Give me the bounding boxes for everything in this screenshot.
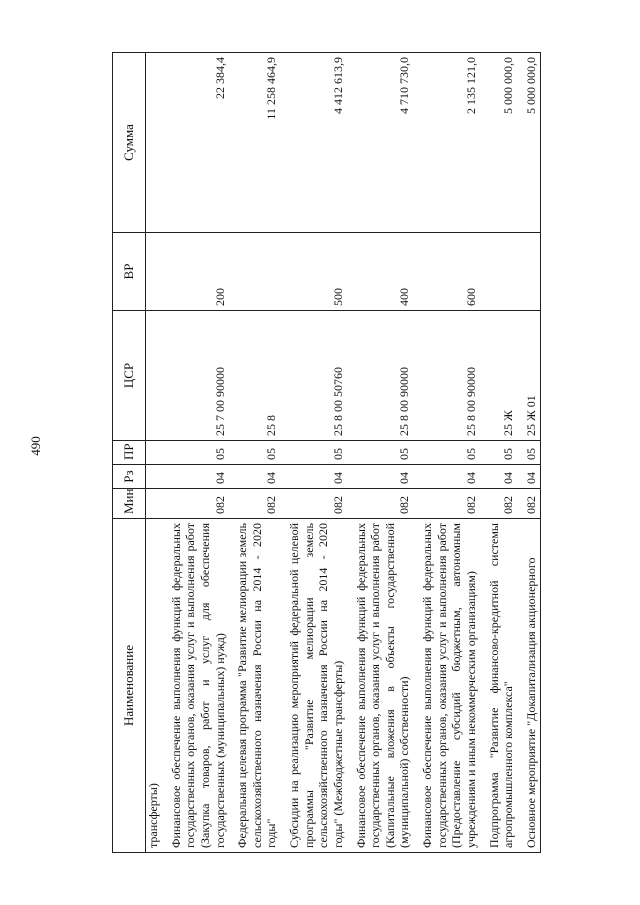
row-vr: 200 — [163, 233, 230, 311]
row-rz: 04 — [281, 465, 348, 489]
row-vr — [518, 233, 541, 311]
table-row — [281, 53, 348, 853]
row-vr: 500 — [281, 233, 348, 311]
row-rz: 04 — [163, 465, 230, 489]
row-min: 082 — [229, 489, 281, 519]
row-vr: 400 — [348, 233, 415, 311]
row-pr: 05 — [281, 441, 348, 465]
table-header — [113, 53, 146, 853]
row-vr — [481, 233, 518, 311]
row-rz — [146, 465, 163, 489]
rotated-page — [112, 53, 592, 853]
row-name: Федеральная целевая программа "Развитие мелиорации земель сельскохозяйственного назначения России на 2014 - 2020 годы" — [229, 519, 281, 853]
row-rz: 04 — [348, 465, 415, 489]
row-rz: 04 — [229, 465, 281, 489]
header-pr: ПР — [113, 441, 146, 465]
row-sum: 5 000 000,0 — [481, 53, 518, 233]
row-min: 082 — [518, 489, 541, 519]
row-rz: 04 — [414, 465, 481, 489]
table-row — [414, 53, 481, 853]
table-row — [348, 53, 415, 853]
row-vr — [146, 233, 163, 311]
row-rz: 04 — [518, 465, 541, 489]
header-name: Наименование — [113, 519, 146, 853]
row-vr: 600 — [414, 233, 481, 311]
row-name: Подпрограмма "Развитие финансово-кредитной системы агропромышленного комплекса" — [481, 519, 518, 853]
header-rz: Рз — [113, 465, 146, 489]
row-csr: 25 8 — [229, 311, 281, 441]
row-min: 082 — [281, 489, 348, 519]
row-sum: 2 135 121,0 — [414, 53, 481, 233]
row-sum — [146, 53, 163, 233]
row-csr: 25 8 00 90000 — [348, 311, 415, 441]
row-rz: 04 — [481, 465, 518, 489]
row-min: 082 — [348, 489, 415, 519]
row-name: трансферты) — [146, 519, 163, 853]
row-csr: 25 8 00 50760 — [281, 311, 348, 441]
row-min: 082 — [414, 489, 481, 519]
table-body — [146, 53, 541, 853]
row-csr: 25 8 00 90000 — [414, 311, 481, 441]
row-vr — [229, 233, 281, 311]
row-name: Финансовое обеспечение выполнения функций федеральных государственных органов, оказания услуг и выполнения работ (Капитальные вложения в объекты государственной (муниципальной) собственности) — [348, 519, 415, 853]
row-name: Финансовое обеспечение выполнения функций федеральных государственных органов, оказания услуг и выполнения работ (Закупка товаров, работ и услуг для обеспечения государственных (муниципальных) нужд) — [163, 519, 230, 853]
row-min — [146, 489, 163, 519]
header-sum: Сумма — [113, 53, 146, 233]
table-row — [229, 53, 281, 853]
budget-table — [112, 52, 541, 853]
row-name: Основное мероприятие "Докапитализация акционерного — [518, 519, 541, 853]
row-min: 082 — [481, 489, 518, 519]
row-sum: 5 000 000,0 — [518, 53, 541, 233]
row-pr: 05 — [481, 441, 518, 465]
row-min: 082 — [163, 489, 230, 519]
row-name: Финансовое обеспечение выполнения функций федеральных государственных органов, оказания услуг и выполнения работ (Предоставление субсидий бюджетным, автономным учреждениям и иным некоммерческим организациям) — [414, 519, 481, 853]
row-sum: 22 384,4 — [163, 53, 230, 233]
row-sum: 4 710 730,0 — [348, 53, 415, 233]
row-name: Субсидии на реализацию мероприятий федеральной целевой программы "Развитие мелиорации земель сельскохозяйственного назначения России на 2014 - 2020 годы" (Межбюджетные трансферты) — [281, 519, 348, 853]
header-min: Мин — [113, 489, 146, 519]
row-pr: 05 — [163, 441, 230, 465]
row-csr: 25 Ж — [481, 311, 518, 441]
row-sum: 11 258 464,9 — [229, 53, 281, 233]
header-csr: ЦСР — [113, 311, 146, 441]
table-row — [146, 53, 163, 853]
row-pr: 05 — [348, 441, 415, 465]
row-csr: 25 7 00 90000 — [163, 311, 230, 441]
table-row — [518, 53, 541, 853]
row-pr: 05 — [414, 441, 481, 465]
row-pr — [146, 441, 163, 465]
row-pr: 05 — [229, 441, 281, 465]
row-csr: 25 Ж 01 — [518, 311, 541, 441]
table-row — [481, 53, 518, 853]
row-sum: 4 412 613,9 — [281, 53, 348, 233]
header-vr: ВР — [113, 233, 146, 311]
table-row — [163, 53, 230, 853]
row-csr — [146, 311, 163, 441]
row-pr: 05 — [518, 441, 541, 465]
page-number: 490 — [28, 436, 43, 456]
